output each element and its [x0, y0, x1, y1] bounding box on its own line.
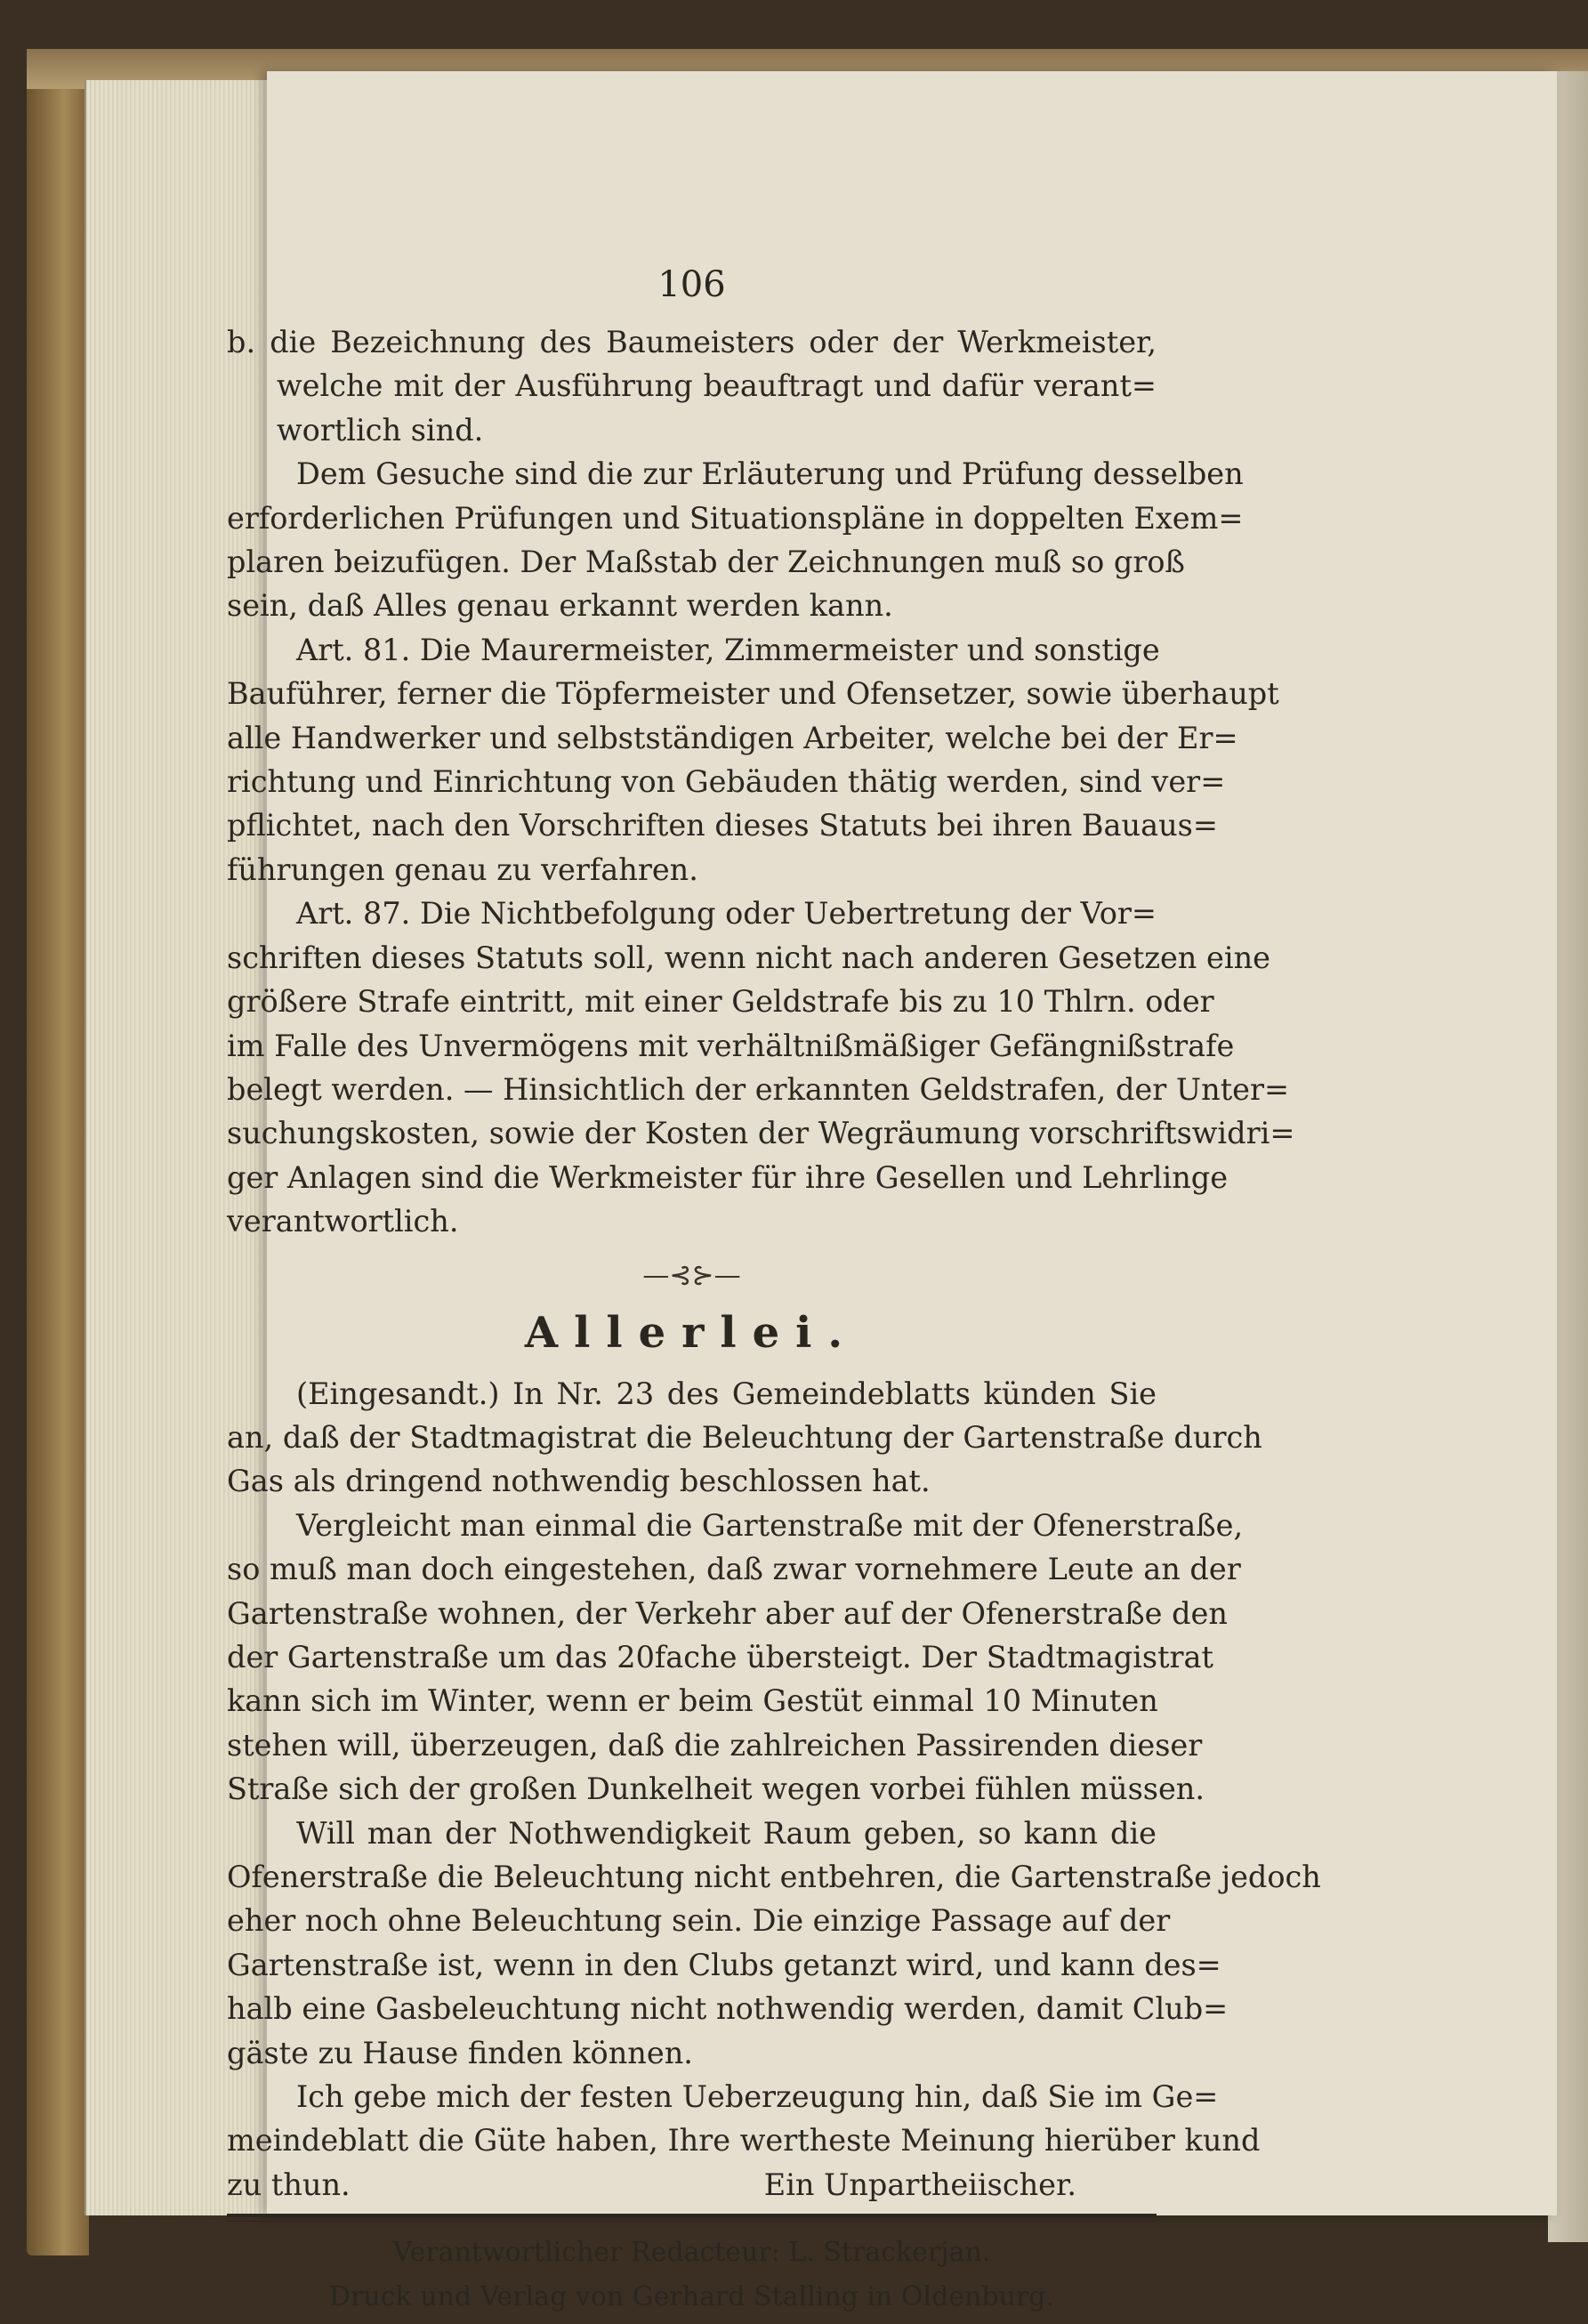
text-line: Ofenerstraße die Beleuchtung nicht entbehren, die Gartenstraße jedoch [227, 1860, 1321, 1894]
section-heading: Allerlei. [524, 1307, 859, 1358]
closing-text: zu thun. [227, 2167, 351, 2202]
article-87 [227, 892, 1295, 1243]
text-line: führungen genau zu verfahren. [227, 851, 698, 887]
item-b [227, 320, 1157, 452]
paragraph-will [227, 1812, 1321, 2075]
text-line: welche mit der Ausführung beauftragt und dafür verant= [277, 368, 1157, 404]
text-line: Dem Gesuche sind die zur Erläuterung und Prüfung desselben [296, 456, 1244, 492]
paragraph-vergleicht [227, 1504, 1244, 1812]
text-line: schriften dieses Statuts soll, wenn nicht nach anderen Gesetzen eine [227, 940, 1270, 975]
text-line: Ich gebe mich der festen Ueberzeugung hin, daß Sie im Ge= [296, 2079, 1219, 2115]
editor-line: Verantwortlicher Redacteur: L. Strackerjan. [392, 2237, 991, 2269]
text-line: an, daß der Stadtmagistrat die Beleuchtung der Gartenstraße durch [227, 1419, 1262, 1455]
text-line: stehen will, überzeugen, daß die zahlreichen Passirenden dieser [227, 1727, 1203, 1763]
text-line: Will man der Nothwendigkeit Raum geben, so kann die [296, 1815, 1157, 1851]
text-line: gäste zu Hause finden können. [227, 2035, 693, 2070]
text-line: alle Handwerker und selbstständigen Arbeiter, welche bei der Er= [227, 720, 1238, 755]
paragraph-gesuche [227, 452, 1244, 628]
footer-rule [227, 2214, 1157, 2217]
text-line: erforderlichen Prüfungen und Situationspläne in doppelten Exem= [227, 500, 1244, 536]
section-ornament: —⊰⊱— [642, 1259, 741, 1291]
text-line: meindeblatt die Güte haben, Ihre wertheste Meinung hierüber kund [227, 2123, 1261, 2159]
footer-rule-thin [227, 2221, 1157, 2222]
printer-line: Druck und Verlag von Gerhard Stalling in Oldenburg. [329, 2281, 1054, 2313]
text-line: eher noch ohne Beleuchtung sein. Die einzige Passage auf der [227, 1903, 1171, 1939]
text-line: halb eine Gasbeleuchtung nicht nothwendig werden, damit Club= [227, 1991, 1229, 2027]
article-81 [227, 628, 1279, 892]
letter-eingesandt [227, 1372, 1262, 1504]
text-line: Art. 87. Die Nichtbefolgung oder Uebertretung der Vor= [296, 896, 1157, 932]
text-line: so muß man doch eingestehen, daß zwar vornehmere Leute an der [227, 1552, 1241, 1587]
text-line: sein, daß Alles genau erkannt werden kann. [227, 588, 893, 624]
text-line: Straße sich der großen Dunkelheit wegen vorbei fühlen müssen. [227, 1771, 1205, 1807]
text-line: suchungskosten, sowie der Kosten der Wegräumung vorschriftswidri= [227, 1116, 1295, 1151]
text-line: belegt werden. — Hinsichtlich der erkannten Geldstrafen, der Unter= [227, 1071, 1290, 1107]
paragraph-ich [227, 2075, 1261, 2207]
text-line: wortlich sind. [277, 412, 484, 448]
text-line: Art. 81. Die Maurermeister, Zimmermeister und sonstige [296, 632, 1160, 667]
text-line: (Eingesandt.) In Nr. 23 des Gemeindeblatts künden Sie [296, 1376, 1157, 1411]
text-line: plaren beizufügen. Der Maßstab der Zeichnungen muß so groß [227, 545, 1185, 580]
text-line: kann sich im Winter, wenn er beim Gestüt einmal 10 Minuten [227, 1683, 1158, 1719]
text-line: b. die Bezeichnung des Baumeisters oder der Werkmeister, [227, 325, 1157, 359]
text-line: ger Anlagen sind die Werkmeister für ihre Gesellen und Lehrlinge [227, 1159, 1229, 1195]
closing-row [227, 2163, 1157, 2207]
text-line: pflichtet, nach den Vorschriften dieses Statuts bei ihren Bauaus= [227, 808, 1218, 843]
text-line: größere Strafe eintritt, mit einer Geldstrafe bis zu 10 Thlrn. oder [227, 984, 1214, 1020]
text-line: Gas als dringend nothwendig beschlossen hat. [227, 1464, 931, 1499]
text-line: der Gartenstraße um das 20fache übersteigt. Der Stadtmagistrat [227, 1639, 1213, 1674]
text-line: Bauführer, ferner die Töpfermeister und Ofensetzer, sowie überhaupt [227, 676, 1279, 712]
text-line: verantwortlich. [227, 1204, 459, 1239]
text-line: Vergleicht man einmal die Gartenstraße mit der Ofenerstraße, [296, 1507, 1244, 1543]
text-line: richtung und Einrichtung von Gebäuden thätig werden, sind ver= [227, 764, 1226, 800]
page-number: 106 [657, 264, 726, 305]
page-content [227, 178, 1321, 2320]
signature: Ein Unpartheiischer. [763, 2167, 1076, 2202]
book-cover-left [27, 49, 89, 2255]
text-line: Gartenstraße wohnen, der Verkehr aber auf der Ofenerstraße den [227, 1595, 1228, 1631]
text-line: Gartenstraße ist, wenn in den Clubs getanzt wird, und kann des= [227, 1947, 1221, 1982]
text-line: im Falle des Unvermögens mit verhältnißmäßiger Gefängnißstrafe [227, 1028, 1235, 1063]
